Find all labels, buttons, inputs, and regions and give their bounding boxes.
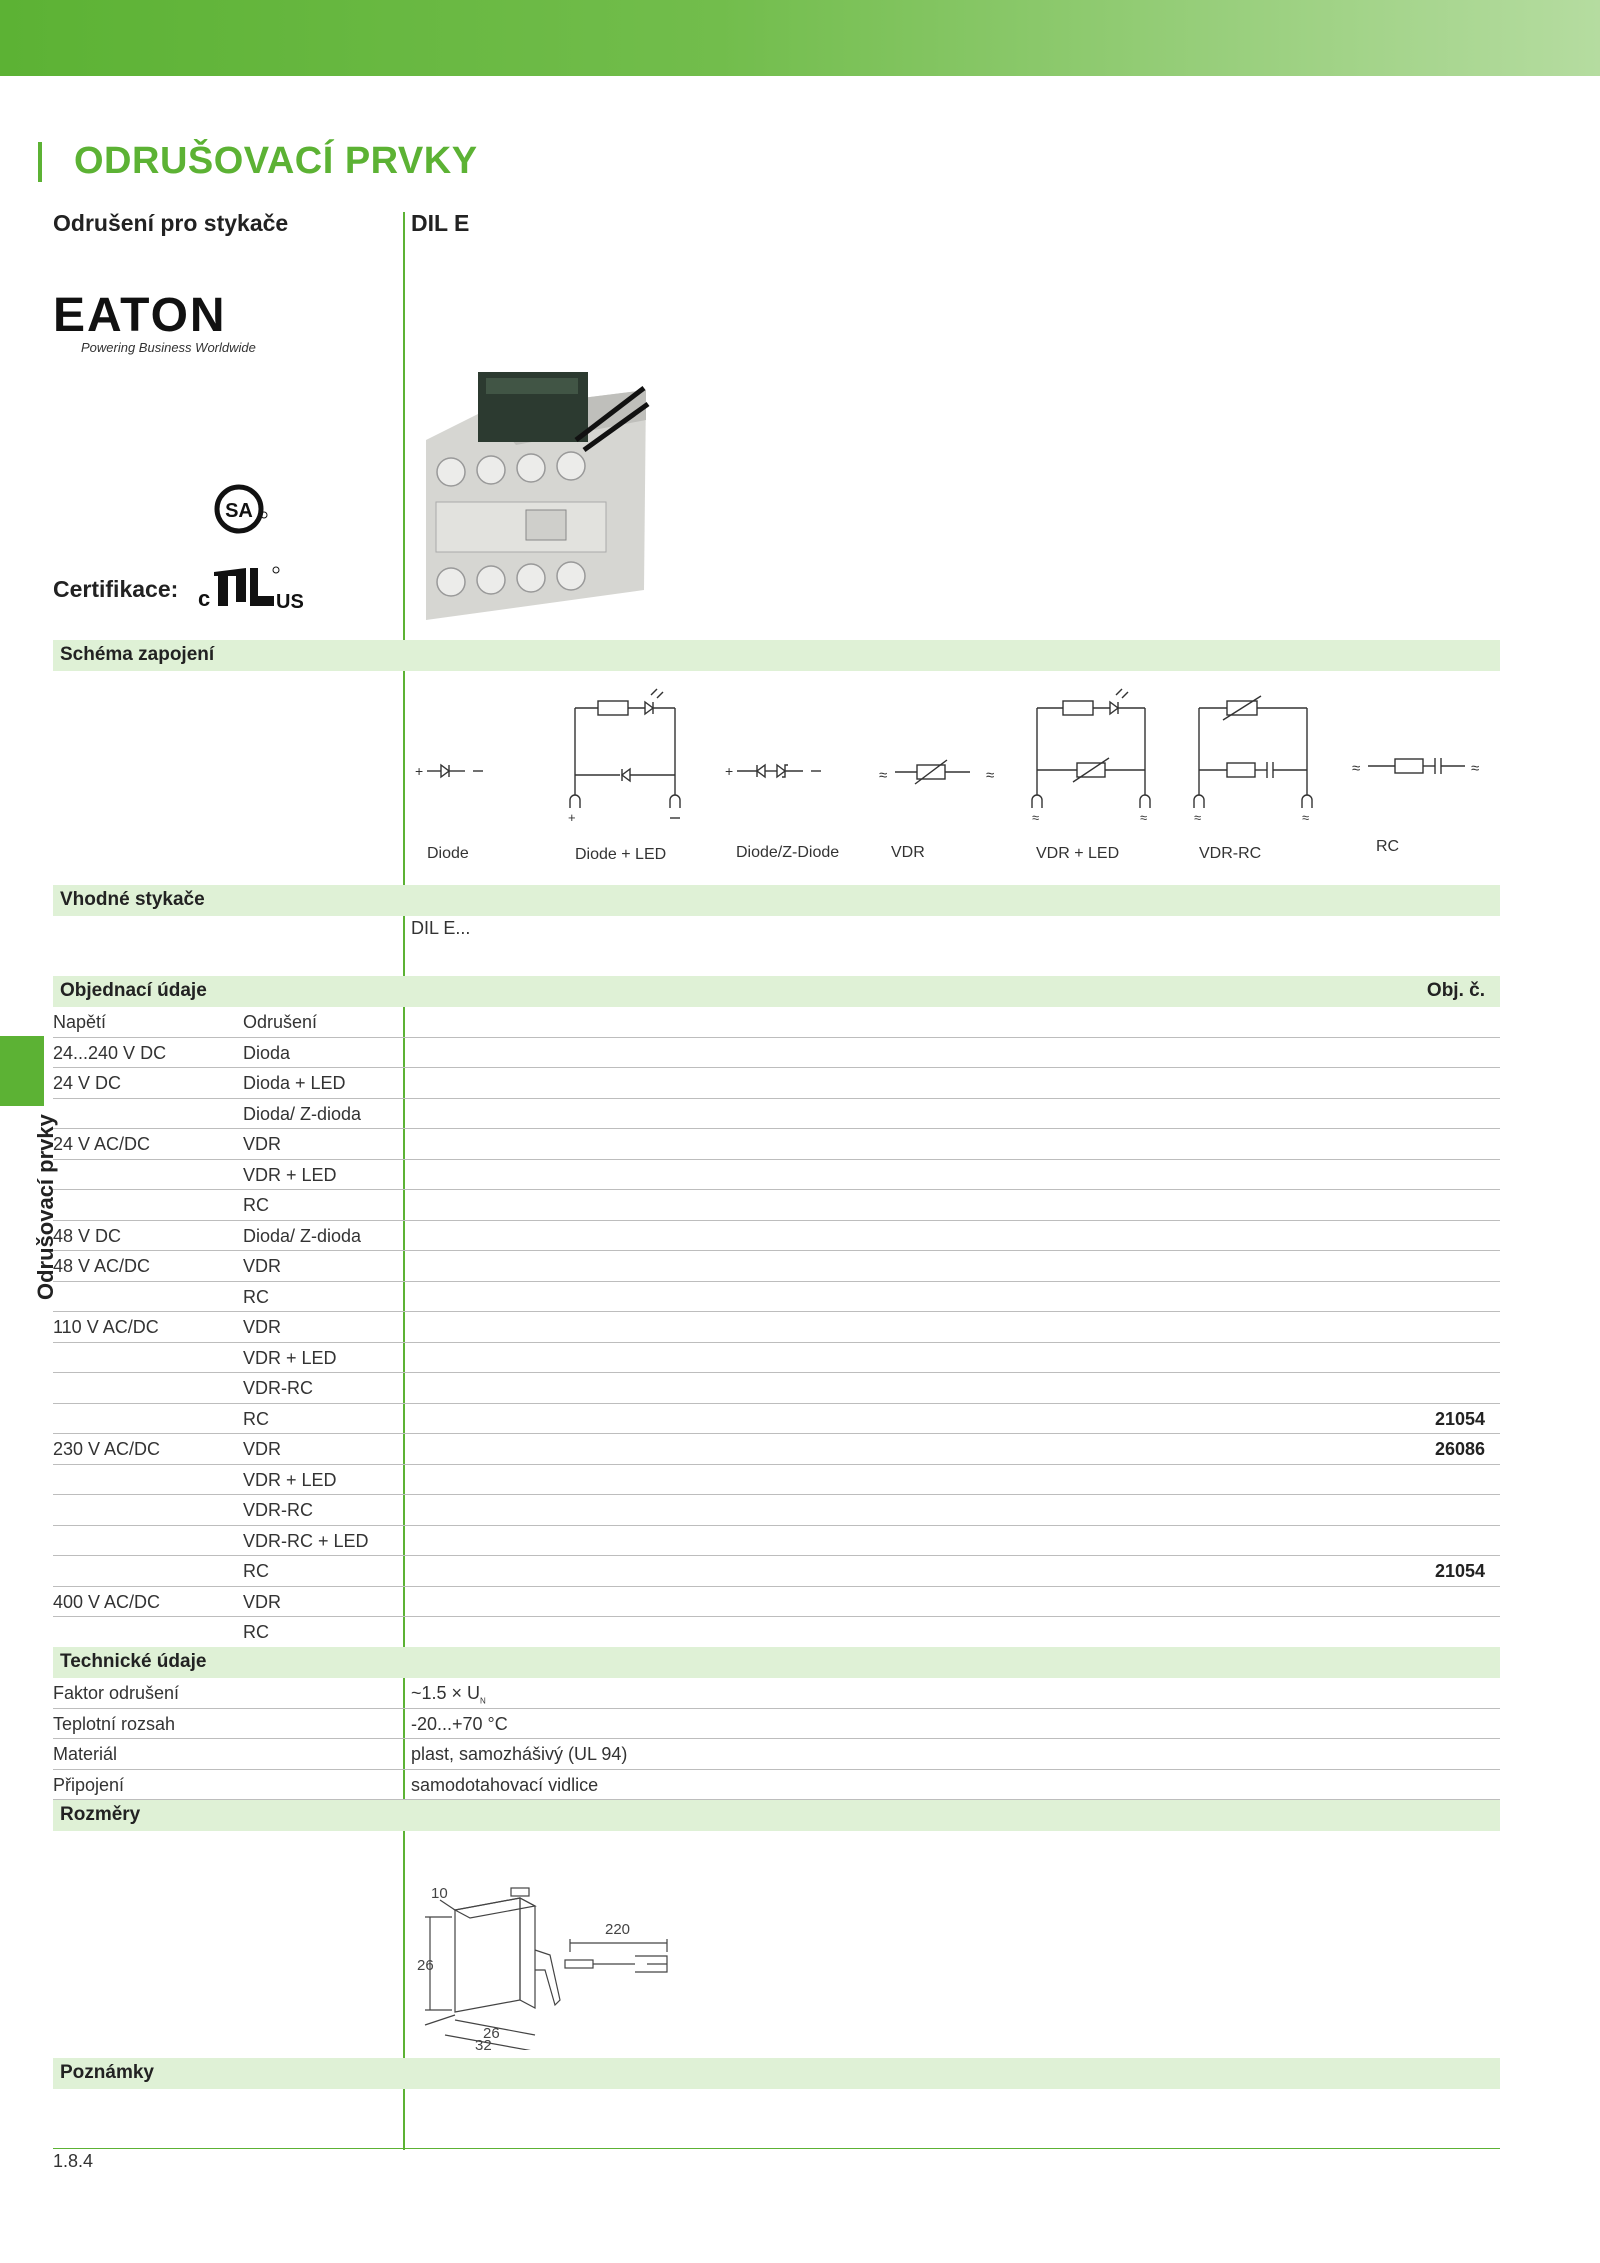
caption-diode-led: Diode + LED [575, 846, 667, 863]
cell-suppression: Dioda + LED [243, 1073, 346, 1093]
schema-rc-icon [1352, 758, 1479, 777]
table-row [53, 1221, 1500, 1252]
svg-text:≈: ≈ [1352, 760, 1361, 777]
svg-text:≈: ≈ [1140, 810, 1148, 825]
section-dimensions-label: Rozměry [60, 1804, 141, 1825]
dimension-drawing [405, 1860, 695, 2050]
caption-vdr: VDR [891, 844, 925, 861]
logo-tagline: Powering Business Worldwide [81, 340, 256, 355]
dim-10: 10 [431, 1885, 448, 1902]
section-ordering-label: Objednací údaje [60, 980, 207, 1001]
tech-value: plast, samozhášivý (UL 94) [411, 1744, 628, 1764]
tech-row-suppression-factor [53, 1678, 1500, 1709]
table-row [53, 1526, 1500, 1557]
dim-220: 220 [605, 1921, 631, 1938]
table-row [53, 1282, 1500, 1313]
table-header-row [53, 1007, 1500, 1038]
subtitle: Odrušení pro stykače [53, 210, 289, 236]
tech-label: Připojení [53, 1774, 125, 1795]
svg-text:+: + [725, 763, 734, 779]
cell-suppression: VDR [243, 1256, 282, 1276]
cell-suppression: Dioda [243, 1042, 291, 1063]
tech-row-material [53, 1739, 1500, 1770]
tech-value: -20...+70 °C [411, 1713, 508, 1734]
table-row [53, 1160, 1500, 1191]
cell-suppression: VDR [243, 1439, 282, 1459]
cell-voltage: 24...240 V DC [53, 1042, 167, 1063]
table-row [53, 1068, 1500, 1099]
side-tab-label: Odrušovací prvky [33, 1114, 58, 1300]
section-notes [53, 2058, 1500, 2089]
svg-text:c: c [198, 586, 211, 611]
svg-text:≈: ≈ [986, 767, 995, 784]
table-row [53, 1343, 1500, 1374]
cell-suppression: RC [243, 1286, 269, 1307]
suitable-contactors: DIL E... [411, 918, 471, 938]
tech-label: Materiál [53, 1744, 118, 1764]
title-accent-bar [38, 142, 42, 182]
schema-diode-led-icon [568, 689, 680, 825]
svg-text:≈: ≈ [1471, 760, 1480, 777]
tech-value: samodotahovací vidlice [411, 1774, 599, 1795]
cell-suppression: VDR + LED [243, 1469, 337, 1490]
cell-voltage: 48 V DC [53, 1225, 122, 1246]
page-title: ODRUŠOVACÍ PRVKY [74, 140, 478, 182]
header-suppression: Odrušení [243, 1012, 318, 1032]
caption-vdr-rc: VDR-RC [1199, 845, 1262, 862]
tech-value-subscript: N [480, 1696, 486, 1706]
section-dimensions [53, 1800, 1500, 1831]
svg-text:≈: ≈ [879, 767, 888, 784]
dim-32: 32 [475, 2037, 492, 2050]
dim-26-height: 26 [417, 1957, 434, 1974]
cell-voltage: 400 V AC/DC [53, 1591, 161, 1612]
table-row [53, 1038, 1500, 1069]
header-voltage: Napětí [53, 1012, 107, 1032]
top-green-bar [0, 0, 1600, 76]
svg-text:SA: SA [225, 500, 253, 522]
section-suitable [53, 885, 1500, 916]
cell-voltage: 48 V AC/DC [53, 1256, 151, 1276]
cell-order-number: 21054 [1434, 1561, 1485, 1581]
cell-suppression: Dioda/ Z-dioda [243, 1225, 362, 1246]
cell-suppression: RC [243, 1408, 269, 1429]
ul-mark-icon [196, 562, 306, 612]
dim-26-width: 26 [483, 2025, 500, 2042]
side-tab-marker [0, 1036, 44, 1106]
tech-label: Teplotní rozsah [53, 1713, 176, 1734]
footer-line [53, 2148, 1500, 2149]
eaton-logo [53, 289, 263, 362]
table-row [53, 1190, 1500, 1221]
cell-suppression: VDR-RC [243, 1378, 313, 1398]
tech-row-connection [53, 1770, 1500, 1801]
page-number: 1.8.4 [53, 2151, 94, 2171]
product-name: DIL E [411, 210, 470, 236]
schema-vdr-led-icon [1032, 689, 1150, 825]
cell-suppression: VDR + LED [243, 1164, 337, 1185]
section-schema-label: Schéma zapojení [60, 644, 215, 665]
svg-text:+: + [415, 763, 424, 779]
tech-value-text: ~1.5 × U [411, 1683, 481, 1703]
tech-value [411, 1683, 486, 1706]
section-suitable-label: Vhodné stykače [60, 889, 205, 910]
table-row [53, 1556, 1500, 1587]
cell-suppression: VDR-RC + LED [243, 1530, 369, 1551]
table-row [53, 1495, 1500, 1526]
logo-name: EATON [53, 289, 227, 342]
csa-mark-icon [214, 482, 268, 536]
section-ordering [53, 976, 1500, 1007]
table-row [53, 1587, 1500, 1618]
cell-suppression: VDR [243, 1591, 282, 1612]
cell-suppression: RC [243, 1561, 269, 1581]
wiring-schematics [405, 670, 1500, 880]
table-row [53, 1312, 1500, 1343]
cell-voltage: 110 V AC/DC [53, 1317, 159, 1337]
svg-text:≈: ≈ [1194, 810, 1202, 825]
cell-voltage: 24 V DC [53, 1073, 122, 1093]
cell-suppression: VDR [243, 1317, 282, 1337]
svg-text:+: + [568, 810, 576, 825]
schema-diode-icon [415, 763, 483, 779]
section-technical [53, 1647, 1500, 1678]
tech-label: Faktor odrušení [53, 1683, 180, 1703]
cell-voltage: 230 V AC/DC [53, 1439, 161, 1459]
section-technical-label: Technické údaje [60, 1651, 207, 1672]
table-row [53, 1434, 1500, 1465]
cell-suppression: VDR-RC [243, 1500, 313, 1520]
table-row [53, 1129, 1500, 1160]
table-row [53, 1373, 1500, 1404]
table-row [53, 1404, 1500, 1435]
table-row [53, 1465, 1500, 1496]
caption-vdr-led: VDR + LED [1036, 845, 1120, 862]
svg-text:≈: ≈ [1032, 810, 1040, 825]
certification-label: Certifikace: [53, 576, 179, 602]
schema-z-diode-icon [725, 763, 821, 779]
caption-diode: Diode [427, 845, 469, 862]
caption-z-diode: Diode/Z-Diode [736, 844, 840, 861]
cell-suppression: VDR [243, 1134, 282, 1154]
svg-text:≈: ≈ [1302, 810, 1310, 825]
svg-text:US: US [276, 591, 304, 612]
tech-row-temperature [53, 1709, 1500, 1740]
table-row [53, 1099, 1500, 1130]
cell-order-number: 21054 [1434, 1408, 1485, 1429]
section-notes-label: Poznámky [60, 2062, 154, 2083]
cell-order-number: 26086 [1434, 1439, 1485, 1459]
cell-suppression: RC [243, 1622, 269, 1642]
section-schema [53, 640, 1500, 671]
schema-vdr-rc-icon [1194, 696, 1312, 825]
cell-suppression: RC [243, 1195, 269, 1215]
cell-suppression: Dioda/ Z-dioda [243, 1103, 362, 1124]
table-row [53, 1251, 1500, 1282]
caption-rc: RC [1376, 838, 1400, 855]
cell-suppression: VDR + LED [243, 1347, 337, 1368]
order-number-header: Obj. č. [1426, 980, 1485, 1001]
cell-voltage: 24 V AC/DC [53, 1134, 151, 1154]
schema-vdr-icon [879, 760, 994, 784]
product-photo [416, 360, 656, 620]
table-row [53, 1617, 1500, 1648]
